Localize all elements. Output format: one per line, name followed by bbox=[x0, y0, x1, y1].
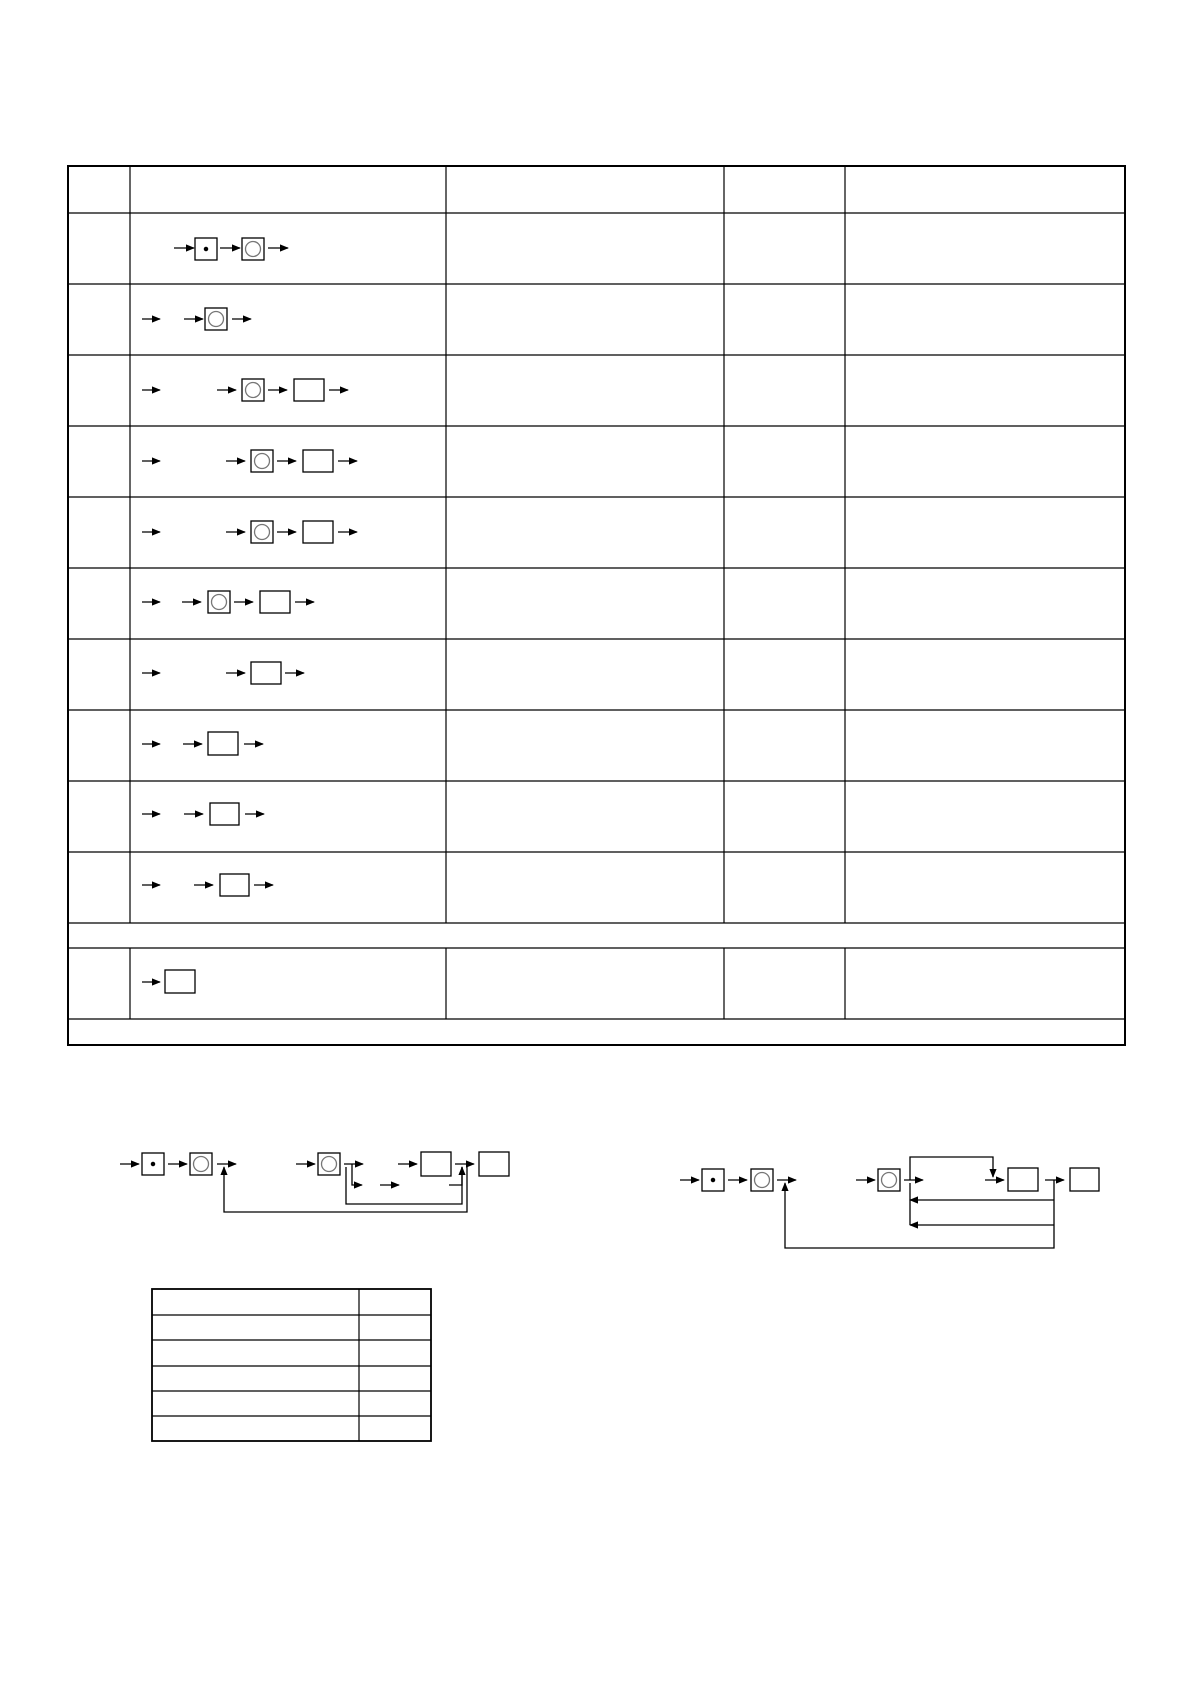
small-table bbox=[152, 1289, 431, 1441]
circle-key-icon bbox=[205, 308, 227, 330]
circle-key-icon bbox=[751, 1169, 773, 1191]
dot-key-icon bbox=[702, 1169, 724, 1191]
empty-key-icon bbox=[220, 874, 249, 896]
sequence-row-7 bbox=[142, 662, 304, 684]
key-sequences bbox=[142, 238, 357, 993]
empty-key-icon bbox=[1070, 1168, 1099, 1191]
sequence-row-8 bbox=[142, 732, 263, 755]
empty-key-icon bbox=[303, 450, 333, 472]
empty-key-icon bbox=[251, 662, 281, 684]
empty-key-icon bbox=[210, 803, 239, 825]
circle-key-icon bbox=[208, 591, 230, 613]
sequence-row-extra bbox=[142, 970, 195, 993]
bypass-line bbox=[910, 1157, 993, 1180]
empty-key-icon bbox=[421, 1152, 451, 1176]
left-flow-diagram bbox=[120, 1152, 509, 1212]
sequence-row-4 bbox=[142, 450, 357, 472]
circle-key-icon bbox=[242, 238, 264, 260]
empty-key-icon bbox=[165, 970, 195, 993]
sequence-row-5 bbox=[142, 521, 357, 543]
sequence-row-6 bbox=[142, 591, 314, 613]
sequence-row-9 bbox=[142, 803, 264, 825]
empty-key-icon bbox=[208, 732, 238, 755]
empty-key-icon bbox=[1008, 1168, 1038, 1191]
dot-key-icon bbox=[142, 1153, 164, 1175]
empty-key-icon bbox=[303, 521, 333, 543]
loop-line bbox=[785, 1180, 1054, 1248]
sequence-row-3 bbox=[142, 379, 348, 401]
branch-line bbox=[346, 1167, 462, 1204]
circle-key-icon bbox=[242, 379, 264, 401]
right-flow-diagram bbox=[680, 1157, 1099, 1248]
circle-key-icon bbox=[190, 1153, 212, 1175]
empty-key-icon bbox=[294, 379, 324, 401]
circle-key-icon bbox=[251, 521, 273, 543]
dot-key-icon bbox=[195, 238, 217, 260]
main-table-border bbox=[68, 166, 1125, 1045]
sequence-row-1 bbox=[174, 238, 288, 260]
circle-key-icon bbox=[878, 1169, 900, 1191]
sequence-row-10 bbox=[142, 874, 273, 896]
empty-key-icon bbox=[479, 1152, 509, 1176]
circle-key-icon bbox=[318, 1153, 340, 1175]
main-table bbox=[68, 166, 1125, 1045]
sequence-row-2 bbox=[142, 308, 251, 330]
branch-line bbox=[352, 1164, 362, 1185]
small-table-border bbox=[152, 1289, 431, 1441]
circle-key-icon bbox=[251, 450, 273, 472]
empty-key-icon bbox=[260, 591, 290, 613]
